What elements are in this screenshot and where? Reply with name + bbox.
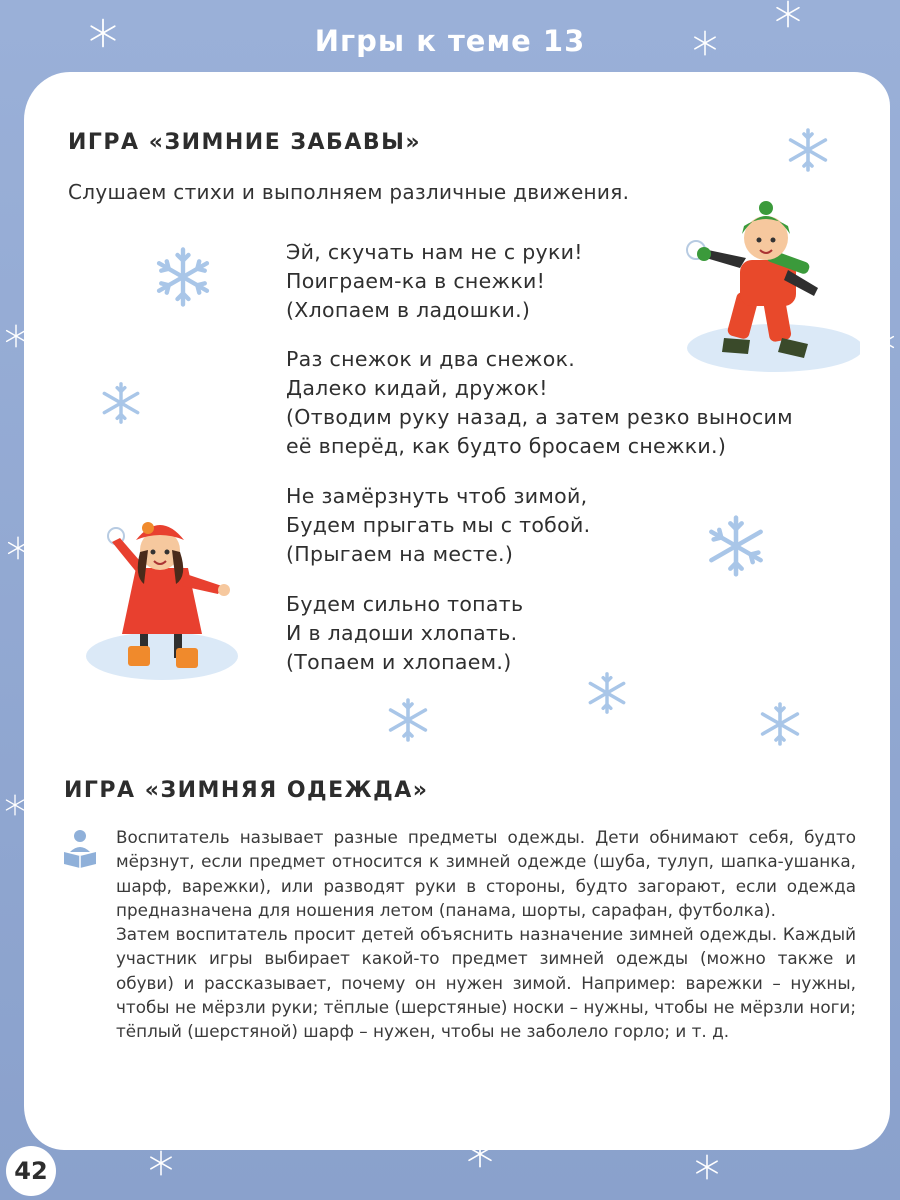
snowflake-icon [694,1154,720,1180]
snowflake-icon [784,126,832,174]
snowflake-icon [4,794,26,816]
poem-line: Поиграем-ка в снежки! [286,269,546,293]
poem-line: И в ладоши хлопать. [286,621,518,645]
poem-stanza [286,482,866,569]
instruction-paragraph: Воспитатель называет разные предметы одежды. Дети обнимают себя, будто мёрзнут, если предмет относится к зимней одежде (шуба, тулуп, шапка-ушанка, шарф, варежки), или разводят руки в стороны, будто загорают, если одежда предназначена для ношения летом (панама, шорты, сарафан, футболка). [116,827,856,920]
snowflake-icon [98,380,144,426]
instruction-paragraph: Затем воспитатель просит детей объяснить назначение зимней одежды. Каждый участник игры выбирает какой-то предмет зимней одежды (можно также и обуви) и рассказывает, почему он нужен зимой. Например: варежки – нужны, чтобы не мёрзли руки; тёплые (шерстяные) носки – нужны, чтобы не мёрзли ноги; тёплый (шерстяной) шарф – нужен, чтобы не заболело горло; и т. д. [116,924,856,1042]
game1-title: ИГРА «ЗИМНИЕ ЗАБАВЫ» [68,130,422,155]
teacher-book-icon [60,828,100,868]
poem-line: Эй, скучать нам не с руки! [286,240,583,264]
poem-line: (Прыгаем на месте.) [286,542,514,566]
page-header-title: Игры к теме 13 [314,24,586,58]
poem-line: Раз снежок и два снежок. [286,347,576,371]
poem-line: Будем сильно топать [286,592,524,616]
game2-title: ИГРА «ЗИМНЯЯ ОДЕЖДА» [64,778,429,803]
poem-line: (Хлопаем в ладошки.) [286,298,531,322]
snowflake-icon [148,1150,174,1176]
poem-line: (Отводим руку назад, а затем резко выносим [286,405,793,429]
snowflake-icon [384,696,432,744]
poem-line: (Топаем и хлопаем.) [286,650,512,674]
game2-instructions [116,825,856,1044]
snowflake-icon [584,670,630,716]
poem-line: Не замёрзнуть чтоб зимой, [286,484,588,508]
girl-with-snowball-illustration [84,506,244,684]
poem-stanza [286,590,866,677]
poem-line: её вперёд, как будто бросаем снежки.) [286,434,727,458]
poem-line: Далеко кидай, дружок! [286,376,548,400]
page-number: 42 [6,1146,56,1196]
poem-line: Будем прыгать мы с тобой. [286,513,591,537]
snowflake-icon [702,512,770,580]
game1-intro: Слушаем стихи и выполняем различные движения. [68,180,630,204]
boy-with-snowball-illustration [680,198,860,378]
snowflake-icon [756,700,804,748]
snowflake-icon [150,244,216,310]
